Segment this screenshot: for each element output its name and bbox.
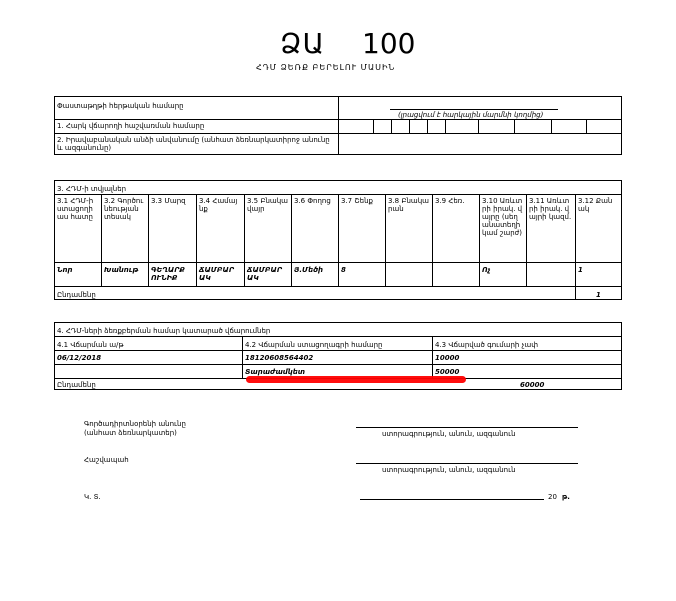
doc-number-note: (լրացվում է հարկային մարմնի կողմից) — [398, 111, 544, 119]
col-header-street: 3.6 Փողոց — [294, 197, 331, 205]
col-header-building: 3.7 Շենք — [341, 197, 373, 205]
receipt-number: 18120608564402 — [245, 354, 314, 362]
receipt-number-header: 4.2 Վճարման ստացողագրի համարը — [245, 341, 383, 349]
section4-title: 4. ՀԴՄ-ների ձեռքբերման համար կատարած վճարումներ — [57, 327, 271, 335]
amount-paid-header: 4.3 Վճարված գումարի չափ — [435, 341, 539, 349]
col-header-region: 3.3 Մարզ — [151, 197, 186, 205]
company-name-label: 2. Իրավաբանական անձի անվանումը (անհատ ձեռնարկատիրոջ անունը և ազգանունը) — [57, 136, 330, 152]
col-header-quantity: 3.12 Քանակ — [578, 197, 613, 213]
director-label: Գործադիրտնօրենի անունը — [84, 420, 186, 428]
form-subtitle: ՀԴՄ ՁԵՌՔ ԲԵՐԵԼՈՒ ՄԱՍԻՆ — [256, 63, 396, 72]
col-header-apartment: 3.8 Բնակարան — [388, 197, 429, 213]
col-header-activity: 3.2 Գործունեության տեսակ — [104, 197, 144, 221]
accountant-signature-caption: ստորագրություն, անուն, ազգանուն — [382, 466, 516, 474]
stamp-label: Կ. Տ. — [84, 493, 101, 501]
cell-building: 8 — [341, 266, 346, 274]
accountant-signature-line — [356, 463, 578, 464]
col-header-settlement: 3.5 Բնակավայր — [247, 197, 288, 213]
section4-total-label: Ընդամենը — [57, 381, 96, 389]
installment-amount: 50000 — [435, 368, 460, 376]
cell-receiver: Նոր — [57, 266, 73, 274]
form-code: ՁԱ — [280, 27, 325, 60]
cell-settlement: ՃԱՄԲԱՐ ԱԿ — [247, 266, 283, 282]
cell-street: Յ.Մեծի — [294, 266, 324, 274]
section4-total-value: 60000 — [520, 381, 545, 389]
amount-paid: 10000 — [435, 354, 460, 362]
cell-phone — [433, 265, 478, 285]
col-header-receiver: 3.1 ՀԴՄ-ի ստացողի աս հատը — [57, 197, 94, 221]
date-line — [360, 499, 544, 500]
cell-quantity: 1 — [578, 266, 583, 274]
section3-total-value: 1 — [596, 291, 601, 299]
date-century: 20 — [548, 493, 557, 501]
cell-apartment — [386, 265, 431, 285]
col-header-community: 3.4 Համայնք — [199, 197, 238, 213]
date-year-suffix: թ. — [562, 493, 570, 501]
cell-region: ԳԵՂԱՐՔ ՈՒՆԻՔ — [151, 266, 185, 282]
form-number: 100 — [362, 27, 416, 60]
cell-trade-place: Ոչ — [482, 266, 491, 274]
cell-trade-place-comp — [527, 265, 574, 285]
cell-community: ՃԱՄԲԱՐ ԱԿ — [199, 266, 235, 282]
col-header-trade-place-comp: 3.11 Առևտրի իրակ. վայրի կազմ. — [529, 197, 572, 221]
section3-total-label: Ընդամենը — [57, 291, 96, 299]
payment-date-header: 4.1 Վճարման ա/թ — [57, 341, 124, 349]
payment-date: 06/12/2018 — [57, 354, 102, 362]
installment-label: Տարաժամկետ — [245, 368, 306, 376]
taxpayer-id-label: 1. Հարկ վճարողի հաշվառման համարը — [57, 122, 205, 130]
accountant-label: Հաշվապահ — [84, 456, 129, 464]
red-highlight-stroke — [246, 376, 466, 383]
director-signature-caption: ստորագրություն, անուն, ազգանուն — [382, 430, 516, 438]
section3-title: 3. ՀԴՄ-ի տվյալներ — [57, 185, 127, 193]
doc-number-label: Փաստաթղթի հերթական համարը — [57, 102, 184, 110]
col-header-phone: 3.9 Հեռ. — [435, 197, 465, 205]
director-signature-line — [356, 427, 578, 428]
cell-activity: Խանութ — [104, 266, 139, 274]
director-sublabel: (անհատ ձեռնարկատեր) — [84, 429, 177, 437]
col-header-trade-place: 3.10 Առևտրի իրակ. վայրը (սեղանատեղի կամ շարժ) — [482, 197, 523, 237]
